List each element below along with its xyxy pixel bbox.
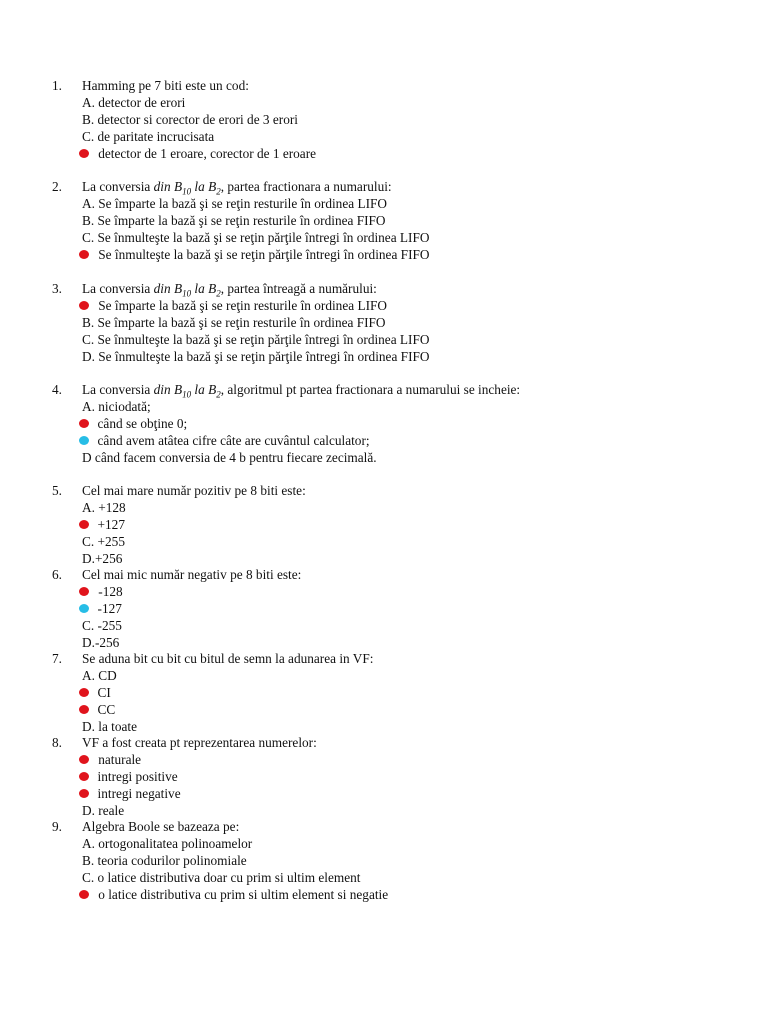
- red-answer-marker: [79, 419, 89, 428]
- option-text: -128: [94, 584, 123, 599]
- answer-option: [0, 869, 768, 886]
- answer-option: [0, 684, 768, 701]
- question-number: 6.: [52, 567, 62, 582]
- option-text: CD: [94, 668, 117, 683]
- option-letter: A.: [82, 500, 95, 515]
- option-text: teoria codurilor polinomiale: [94, 853, 247, 868]
- answer-option: [0, 718, 768, 735]
- answer-option: [0, 802, 768, 819]
- question-text: Cel mai mic număr negativ pe 8 biti este:: [82, 567, 302, 582]
- red-answer-marker: [79, 301, 89, 310]
- cyan-answer-marker: [79, 604, 89, 613]
- option-text: Se înmulteşte la bază şi se reţin părţile întregi în ordinea LIFO: [94, 332, 430, 347]
- red-answer-marker: [79, 772, 89, 781]
- question-6: [0, 566, 768, 651]
- answer-option: [0, 212, 768, 229]
- question-text: Algebra Boole se bazeaza pe:: [82, 819, 240, 834]
- option-text: -255: [94, 618, 122, 633]
- option-text: de paritate incrucisata: [94, 129, 215, 144]
- answer-option: [0, 297, 768, 314]
- question-2: [0, 178, 768, 263]
- answer-option: [0, 835, 768, 852]
- option-letter: D.: [82, 349, 95, 364]
- question-number: 5.: [52, 483, 62, 498]
- answer-option: [0, 415, 768, 432]
- red-answer-marker: [79, 587, 89, 596]
- red-answer-marker: [79, 890, 89, 899]
- option-text: intregi negative: [94, 786, 181, 801]
- option-text: Se împarte la bază şi se reţin resturile în ordinea FIFO: [94, 213, 386, 228]
- answer-option: [0, 398, 768, 415]
- option-letter: A.: [82, 399, 95, 414]
- option-text: Se împarte la bază şi se reţin resturile în ordinea LIFO: [94, 298, 388, 313]
- option-text: CI: [94, 685, 111, 700]
- option-text: Se împarte la bază şi se reţin resturile în ordinea FIFO: [94, 315, 386, 330]
- answer-option: [0, 145, 768, 162]
- option-text: -127: [94, 601, 122, 616]
- question-number: 7.: [52, 651, 62, 666]
- option-letter: C.: [82, 618, 95, 633]
- option-text: Se înmulteşte la bază şi se reţin părţile întregi în ordinea FIFO: [94, 349, 430, 364]
- option-text: detector de 1 eroare, corector de 1 eroare: [94, 146, 317, 161]
- option-text: -256: [94, 635, 120, 650]
- question-text: La conversia din $B_{10}$ la $B_2$, algoritmul pt partea fractionara a numarului se incheie:: [82, 382, 521, 400]
- option-text: când se obţine 0;: [94, 416, 188, 431]
- option-letter: D.: [82, 803, 95, 818]
- answer-option: [0, 785, 768, 802]
- answer-option: [0, 195, 768, 212]
- option-letter: C.: [82, 870, 95, 885]
- question-text: Se aduna bit cu bit cu bitul de semn la adunarea in VF:: [82, 651, 374, 666]
- option-letter: B.: [82, 315, 95, 330]
- answer-option: [0, 751, 768, 768]
- question-number: 4.: [52, 382, 62, 397]
- question-text: La conversia din $B_{10}$ la $B_2$, partea întreagă a numărului:: [82, 281, 377, 299]
- question-4: [0, 381, 768, 466]
- question-text: VF a fost creata pt reprezentarea numerelor:: [82, 735, 317, 750]
- question-number: 3.: [52, 281, 62, 296]
- question-number: 1.: [52, 78, 62, 93]
- option-text: când facem conversia de 4 b pentru fiecare zecimală.: [91, 450, 377, 465]
- answer-option: [0, 331, 768, 348]
- option-letter: B.: [82, 213, 95, 228]
- answer-option: [0, 229, 768, 246]
- question-8: [0, 734, 768, 819]
- option-text: intregi positive: [94, 769, 178, 784]
- answer-option: [0, 128, 768, 145]
- option-text: Se împarte la bază şi se reţin resturile în ordinea LIFO: [94, 196, 388, 211]
- option-letter: D.: [82, 551, 95, 566]
- question-3: [0, 280, 768, 365]
- option-letter: A.: [82, 196, 95, 211]
- answer-option: [0, 600, 768, 617]
- answer-option: [0, 768, 768, 785]
- answer-option: [0, 886, 768, 903]
- red-answer-marker: [79, 250, 89, 259]
- option-text: o latice distributiva cu prim si ultim element si negatie: [94, 887, 389, 902]
- red-answer-marker: [79, 688, 89, 697]
- red-answer-marker: [79, 520, 89, 529]
- answer-option: [0, 314, 768, 331]
- option-letter: A.: [82, 836, 95, 851]
- option-text: CC: [94, 702, 116, 717]
- cyan-answer-marker: [79, 436, 89, 445]
- option-text: reale: [94, 803, 125, 818]
- option-text: când avem atâtea cifre câte are cuvântul calculator;: [94, 433, 370, 448]
- question-text: La conversia din $B_{10}$ la $B_2$, partea fractionara a numarului:: [82, 179, 392, 197]
- option-letter: B.: [82, 112, 95, 127]
- option-letter: D.: [82, 635, 95, 650]
- option-letter: D.: [82, 719, 95, 734]
- answer-option: [0, 94, 768, 111]
- answer-option: [0, 852, 768, 869]
- answer-option: [0, 701, 768, 718]
- question-number: 8.: [52, 735, 62, 750]
- red-answer-marker: [79, 149, 89, 158]
- answer-option: [0, 617, 768, 634]
- answer-option: [0, 499, 768, 516]
- answer-option: [0, 634, 768, 651]
- red-answer-marker: [79, 705, 89, 714]
- option-text: detector si corector de erori de 3 erori: [94, 112, 298, 127]
- answer-option: [0, 449, 768, 466]
- answer-option: [0, 583, 768, 600]
- option-letter: C.: [82, 129, 95, 144]
- question-1: [0, 77, 768, 162]
- question-number: 2.: [52, 179, 62, 194]
- option-letter: D: [82, 450, 92, 465]
- answer-option: [0, 111, 768, 128]
- question-9: [0, 818, 768, 903]
- option-letter: C.: [82, 534, 95, 549]
- option-text: Se înmulteşte la bază şi se reţin părţile întregi în ordinea FIFO: [94, 247, 430, 262]
- option-text: Se înmulteşte la bază şi se reţin părţile întregi în ordinea LIFO: [94, 230, 430, 245]
- answer-option: [0, 246, 768, 263]
- answer-option: [0, 533, 768, 550]
- answer-option: [0, 550, 768, 567]
- option-text: detector de erori: [94, 95, 186, 110]
- red-answer-marker: [79, 789, 89, 798]
- option-text: +255: [94, 534, 125, 549]
- question-7: [0, 650, 768, 735]
- question-5: [0, 482, 768, 567]
- answer-option: [0, 432, 768, 449]
- option-text: niciodată;: [94, 399, 151, 414]
- option-letter: C.: [82, 230, 95, 245]
- option-text: o latice distributiva doar cu prim si ultim element: [94, 870, 361, 885]
- option-text: +128: [94, 500, 126, 515]
- answer-option: [0, 348, 768, 365]
- option-text: la toate: [94, 719, 138, 734]
- option-text: ortogonalitatea polinoamelor: [94, 836, 253, 851]
- option-text: naturale: [94, 752, 142, 767]
- answer-option: [0, 667, 768, 684]
- option-letter: A.: [82, 668, 95, 683]
- answer-option: [0, 516, 768, 533]
- question-text: Hamming pe 7 biti este un cod:: [82, 78, 249, 93]
- question-text: Cel mai mare număr pozitiv pe 8 biti este:: [82, 483, 306, 498]
- option-text: +256: [94, 551, 123, 566]
- option-letter: C.: [82, 332, 95, 347]
- question-number: 9.: [52, 819, 62, 834]
- red-answer-marker: [79, 755, 89, 764]
- option-text: +127: [94, 517, 125, 532]
- option-letter: A.: [82, 95, 95, 110]
- option-letter: B.: [82, 853, 95, 868]
